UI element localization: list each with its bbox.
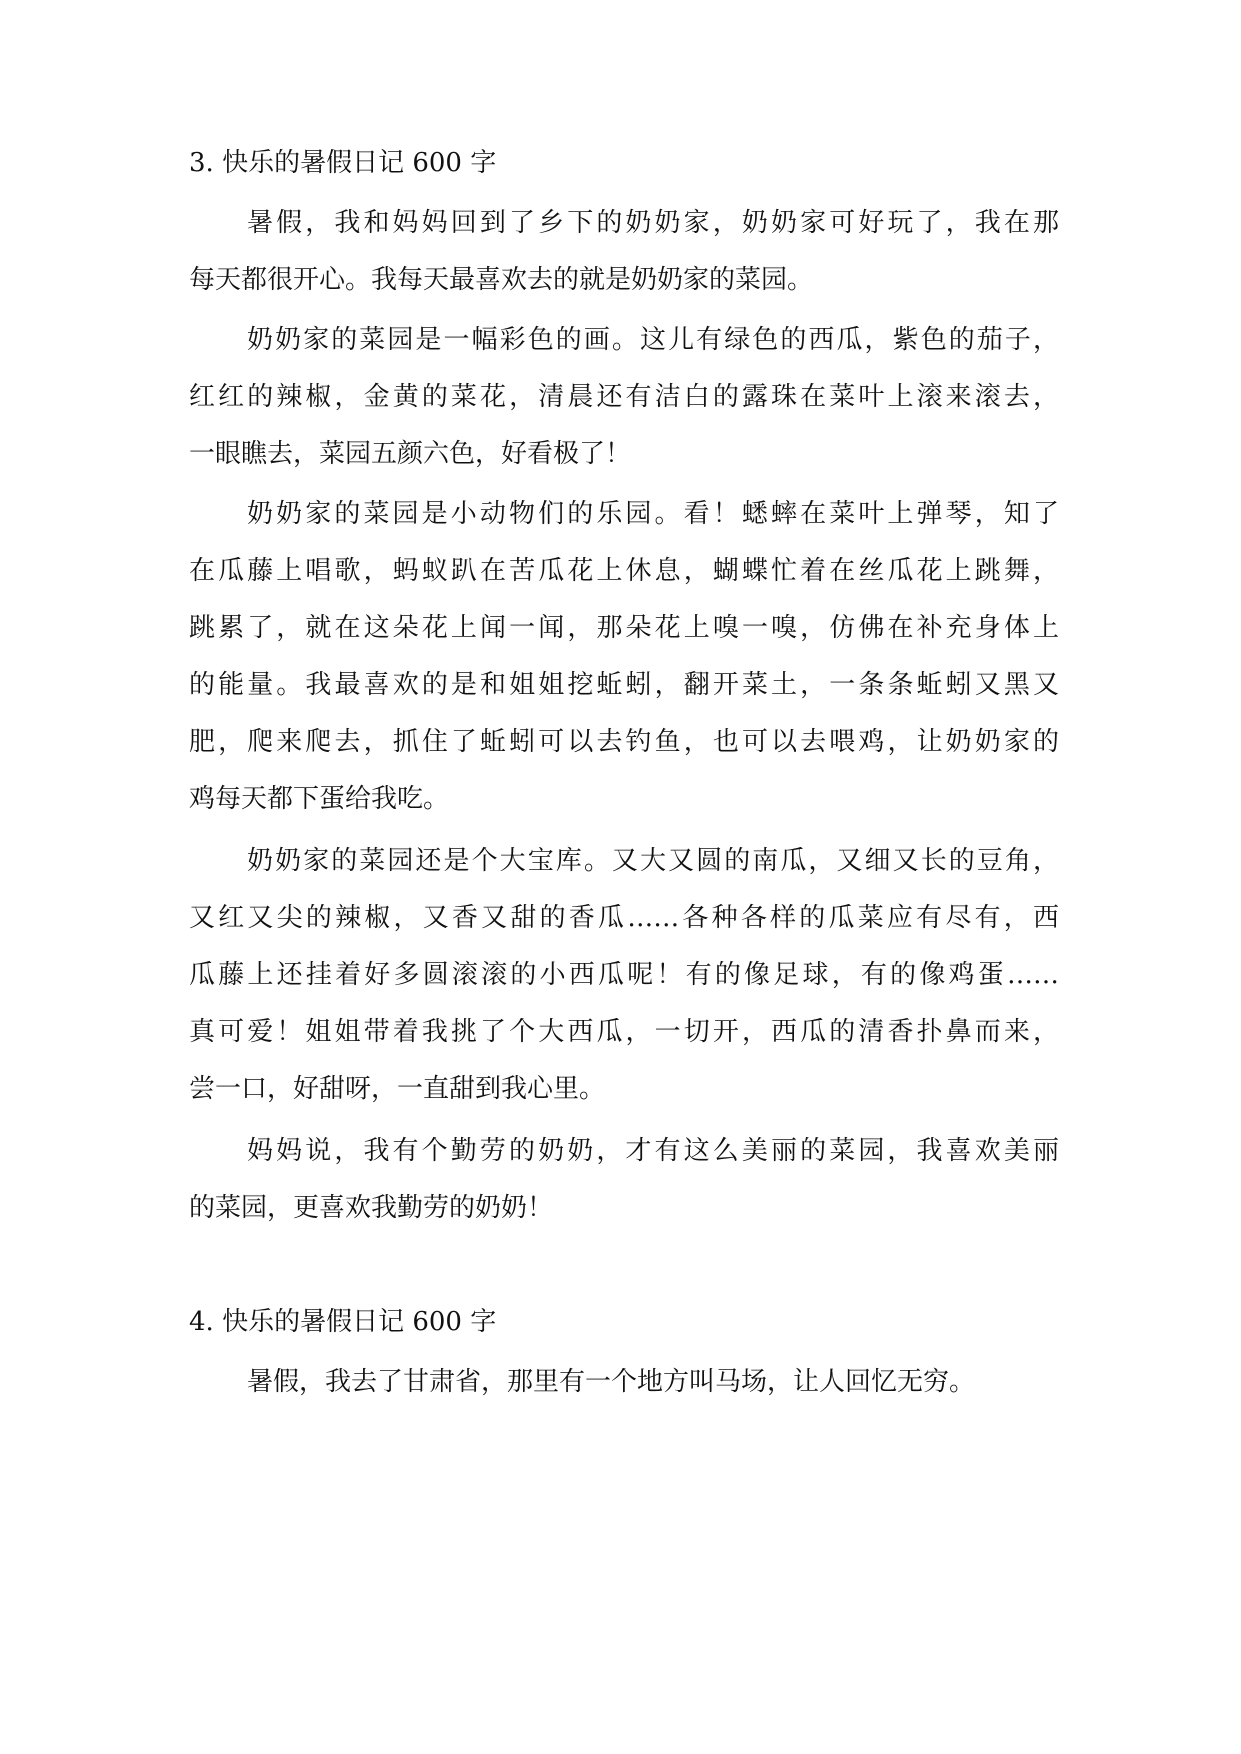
paragraph-line: 真可爱！姐姐带着我挑了个大西瓜，一切开，西瓜的清香扑鼻而来，	[189, 1017, 1059, 1047]
paragraph-line: 一眼瞧去，菜园五颜六色，好看极了！	[189, 439, 632, 469]
paragraph-line: 奶奶家的菜园还是个大宝库。又大又圆的南瓜，又细又长的豆角，	[247, 846, 1059, 876]
paragraph-line: 奶奶家的菜园是一幅彩色的画。这儿有绿色的西瓜，紫色的茄子，	[247, 325, 1059, 355]
paragraph-line: 肥，爬来爬去，抓住了蚯蚓可以去钓鱼，也可以去喂鸡，让奶奶家的	[189, 727, 1059, 757]
paragraph-line: 在瓜藤上唱歌，蚂蚁趴在苦瓜花上休息，蝴蝶忙着在丝瓜花上跳舞，	[189, 556, 1059, 586]
section-heading: 4. 快乐的暑假日记 600 字	[189, 1307, 497, 1337]
paragraph-line: 每天都很开心。我每天最喜欢去的就是奶奶家的菜园。	[189, 265, 814, 295]
paragraph-line: 瓜藤上还挂着好多圆滚滚的小西瓜呢！有的像足球，有的像鸡蛋……	[189, 960, 1059, 990]
paragraph-line: 暑假，我和妈妈回到了乡下的奶奶家，奶奶家可好玩了，我在那	[247, 208, 1059, 238]
paragraph-line: 鸡每天都下蛋给我吃。	[189, 784, 450, 814]
paragraph-line: 的菜园，更喜欢我勤劳的奶奶！	[189, 1193, 554, 1223]
paragraph-line: 暑假，我去了甘肃省，那里有一个地方叫马场，让人回忆无穷。	[247, 1367, 976, 1397]
paragraph-line: 的能量。我最喜欢的是和姐姐挖蚯蚓，翻开菜土，一条条蚯蚓又黑又	[189, 670, 1059, 700]
paragraph-line: 妈妈说，我有个勤劳的奶奶，才有这么美丽的菜园，我喜欢美丽	[247, 1136, 1059, 1166]
paragraph-line: 奶奶家的菜园是小动物们的乐园。看！蟋蟀在菜叶上弹琴，知了	[247, 499, 1059, 529]
paragraph-line: 跳累了，就在这朵花上闻一闻，那朵花上嗅一嗅，仿佛在补充身体上	[189, 613, 1059, 643]
section-heading: 3. 快乐的暑假日记 600 字	[189, 148, 497, 178]
paragraph-line: 尝一口，好甜呀，一直甜到我心里。	[189, 1074, 606, 1104]
paragraph-line: 又红又尖的辣椒，又香又甜的香瓜……各种各样的瓜菜应有尽有，西	[189, 903, 1059, 933]
paragraph-line: 红红的辣椒，金黄的菜花，清晨还有洁白的露珠在菜叶上滚来滚去，	[189, 382, 1059, 412]
